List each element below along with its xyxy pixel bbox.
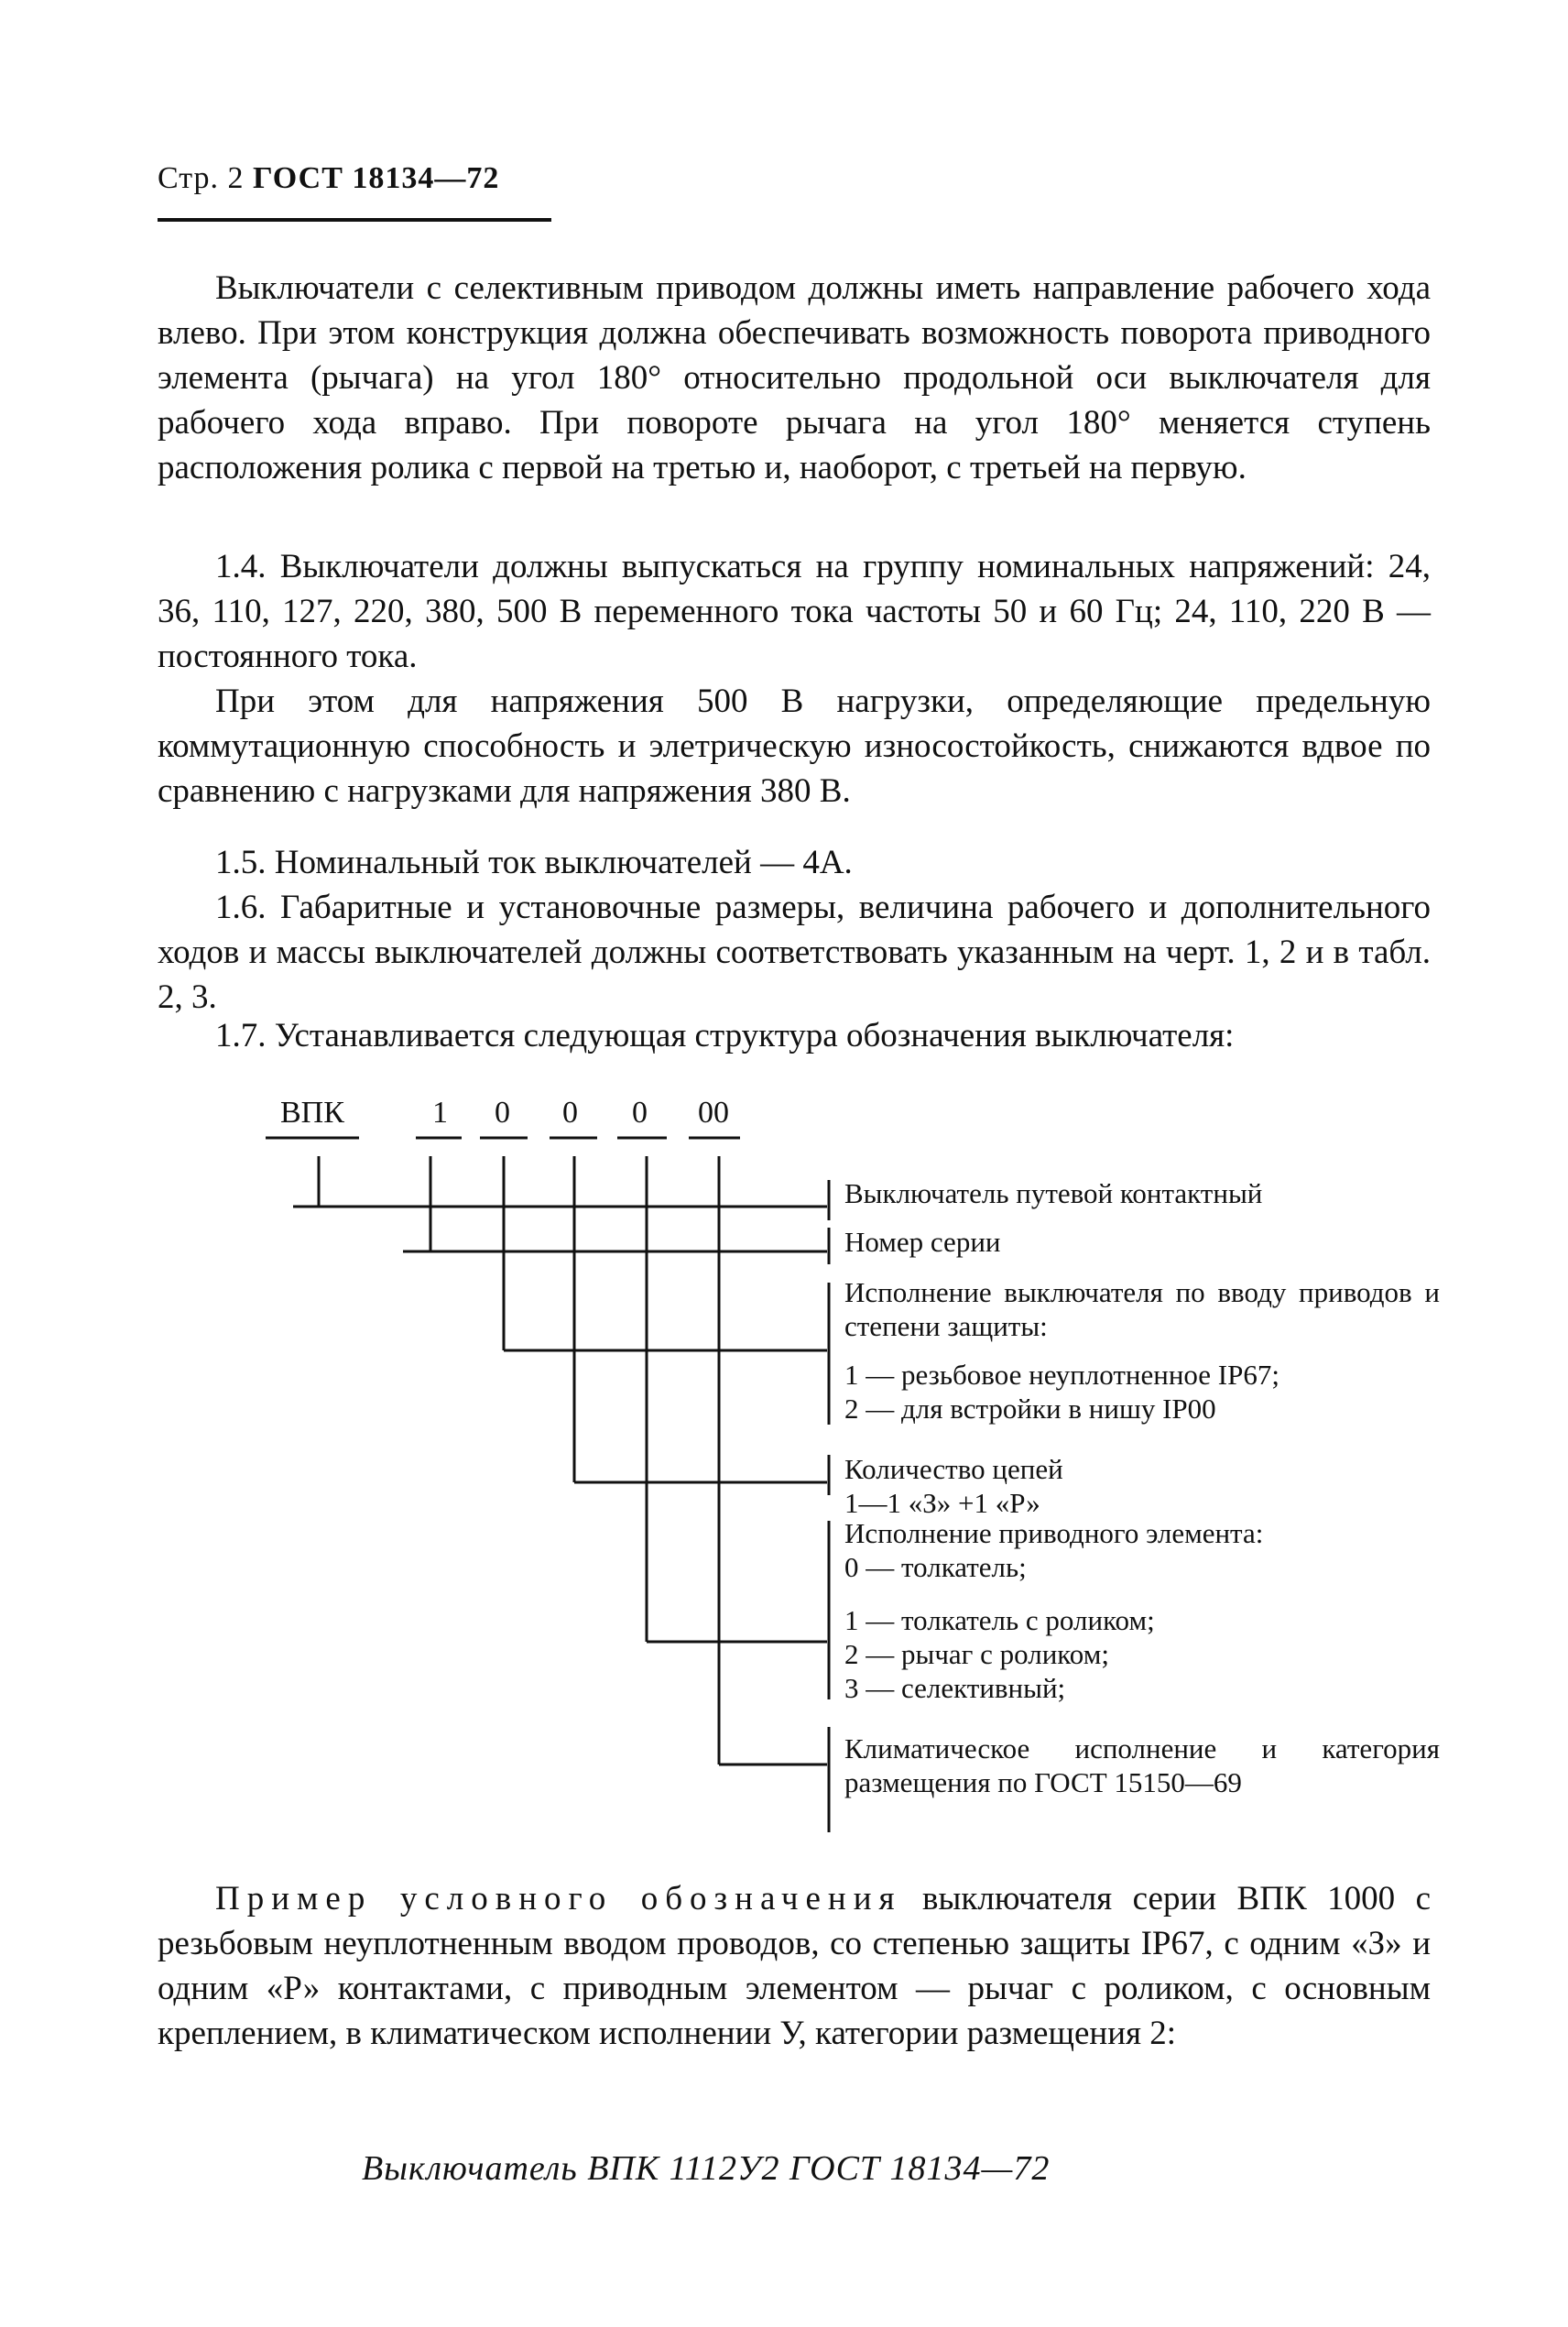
legend-series-number: Номер серии — [844, 1226, 1001, 1258]
paragraph-selective-drive: Выключатели с селективным приводом должны иметь направление рабочего хода влево. При этом конструкция должна обеспечивать возможность поворота приводного элемента (рычага) на угол 180° относительно продольной оси выключателя для рабочего хода вправо. При повороте рычага на угол 180° меняется ступень расположения ролика с первой на третью и, наоборот, с третьей на первую. — [158, 269, 1431, 486]
legend-actuator-option-0: 0 — толкатель; — [844, 1551, 1027, 1583]
legend-input-option-2: 2 — для встройки в нишу IР00 — [844, 1393, 1216, 1425]
code-actuator: 0 — [632, 1096, 648, 1130]
paragraph-1-7: 1.7. Устанавливается следующая структура обозначения выключателя: — [215, 1017, 1235, 1054]
example-text: выключателя серии ВПК 1000 с резьбовым неуплотненным вводом проводов, со степенью защиты IР67, с одним «З» и одним «Р» контактами, с приводным элементом — рычаг с роликом, с основным креплением, в климатическом исполнении У, категории размещения 2: — [158, 1880, 1431, 2052]
code-vpk: ВПК — [280, 1096, 344, 1130]
legend-actuator-option-2: 2 — рычаг с роликом; — [844, 1638, 1109, 1670]
legend-actuator-option-3: 3 — селективный; — [844, 1672, 1066, 1704]
legend-actuator-option-1: 1 — толкатель с роликом; — [844, 1604, 1155, 1636]
example-lead: Пример условного обозначения — [215, 1880, 902, 1917]
legend-climate: Климатическое исполнение и категория размещения по ГОСТ 15150—69 — [844, 1732, 1440, 1798]
standard-number: ГОСТ 18134—72 — [253, 161, 500, 195]
example-paragraph — [158, 1876, 1431, 2056]
legend-circuits-option: 1—1 «З» +1 «Р» — [844, 1487, 1040, 1519]
code-climate: 00 — [698, 1096, 729, 1130]
page-label: Стр. 2 — [158, 161, 245, 195]
legend-actuator: Исполнение приводного элемента: — [844, 1517, 1264, 1549]
paragraph-500v-load: При этом для напряжения 500 В нагрузки, определяющие предельную коммутационную способность и элетрическую износостойкость, снижаются вдвое по сравнению с нагрузками для напряжения 380 В. — [158, 683, 1431, 810]
code-circuits: 0 — [562, 1096, 578, 1130]
paragraph-1-5: 1.5. Номинальный ток выключателей — 4А. — [215, 844, 853, 881]
legend-circuits: Количество цепей — [844, 1453, 1063, 1485]
page-header — [158, 161, 499, 196]
code-series: 1 — [432, 1096, 448, 1130]
legend-input-option-1: 1 — резьбовое неуплотненное IР67; — [844, 1359, 1279, 1391]
header-rule — [158, 218, 551, 222]
legend-input-protection: Исполнение выключателя по вводу приводов и степени защиты: — [844, 1276, 1440, 1342]
example-designation: Выключатель ВПК 1112У2 ГОСТ 18134—72 — [362, 2149, 1051, 2188]
code-input: 0 — [495, 1096, 510, 1130]
paragraph-1-4: 1.4. Выключатели должны выпускаться на группу номинальных напряжений: 24, 36, 110, 127, 220, 380, 500 В переменного тока частоты 50 и 60 Гц; 24, 110, 220 В — постоянного тока. — [158, 548, 1431, 675]
legend-switch-type: Выключатель путевой контактный — [844, 1177, 1263, 1209]
paragraph-1-6: 1.6. Габаритные и установочные размеры, величина рабочего и дополнительного ходов и массы выключателей должны соответствовать указанным на черт. 1, 2 и в табл. 2, 3. — [158, 889, 1431, 1016]
